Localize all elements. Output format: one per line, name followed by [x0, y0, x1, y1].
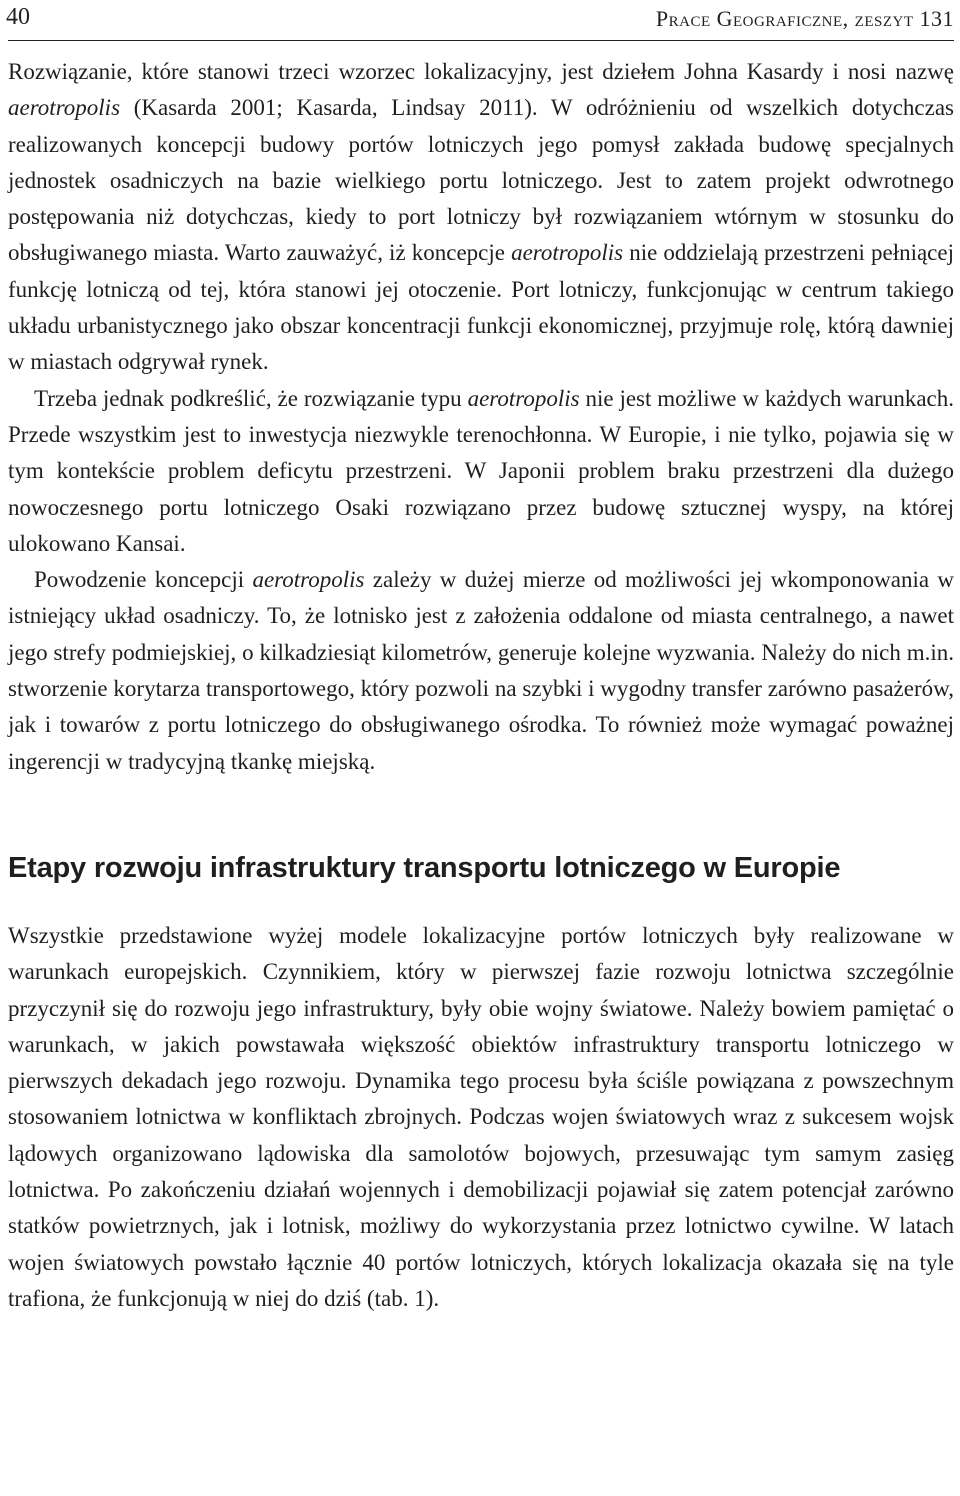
page: [8, 0, 954, 1496]
journal-title: Prace Geograficzne, zeszyt 131: [655, 6, 954, 31]
paragraph-space-deficit: [8, 381, 954, 562]
text-run: Trzeba jednak podkreślić, że rozwiązanie typu: [34, 385, 468, 411]
term-aerotropolis: aerotropolis: [252, 567, 365, 593]
term-aerotropolis: aerotropolis: [511, 240, 624, 266]
text-run: (Kasarda 2001; Kasarda, Lindsay 2011). W odróżnieniu od wszelkich dotychczas realizowanych koncepcji budowy portów lotniczych jego pomysł zakłada budowę specjalnych jednostek osadniczych na bazie wielkiego portu lotniczego. Jest to zatem projekt odwrotnego postępowania niż dotychczas, kiedy to port lotniczy był rozwiązaniem wtórnym w stosunku do obsługiwanego miasta. Warto zauważyć, iż koncepcje: [8, 95, 954, 266]
page-number: 40: [6, 4, 30, 30]
paragraph-aerotropolis-intro: [8, 54, 954, 381]
text-run: nie jest możliwe w każdych warunkach. Przede wszystkim jest to inwestycja niezwykle terenochłonna. W Europie, i nie tylko, pojawia się w tym kontekście problem deficytu przestrzeni. W Japonii problem braku przestrzeni dla dużego nowoczesnego portu lotniczego Osaki rozwiązano przez budowę sztucznej wyspy, na której ulokowano Kansai.: [8, 385, 954, 556]
running-head: [8, 0, 954, 41]
term-aerotropolis: aerotropolis: [467, 385, 580, 411]
paragraph-integration: [8, 562, 954, 780]
article-body: [8, 54, 954, 1317]
text-run: zależy w dużej mierze od możliwości jej wkomponowania w istniejący układ osadniczy. To, że lotnisko jest z założenia oddalone od miasta centralnego, a nawet jego strefy podmiejskiej, o kilkadziesiąt kilometrów, generuje kolejne wyzwania. Należy do nich m.in. stworzenie korytarza transportowego, który pozwoli na szybki i wygodny transfer zarówno pasażerów, jak i towarów z portu lotniczego do obsługiwanego ośrodka. To również może wymagać poważnej ingerencji w tradycyjną tkankę miejską.: [8, 567, 954, 774]
paragraph-europe-history: Wszystkie przedstawione wyżej modele lokalizacyjne portów lotniczych były realizowane w warunkach europejskich. Czynnikiem, który w pierwszej fazie rozwoju lotnictwa szczególnie przyczynił się do rozwoju jego infrastruktury, były obie wojny światowe. Należy bowiem pamiętać o warunkach, w jakich powstawała większość obiektów infrastruktury transportu lotniczego w pierwszych dekadach jego rozwoju. Dynamika tego procesu była ściśle powiązana z powszechnym stosowaniem lotnictwa w konfliktach zbrojnych. Podczas wojen światowych wraz z sukcesem wojsk lądowych organizowano lądowiska dla samolotów bojowych, przesuwając tym samym zasięg lotnictwa. Po zakończeniu działań wojennych i demobilizacji pojawiał się zatem potencjał zarówno statków powietrznych, jak i lotnisk, możliwy do wykorzystania przez lotnictwo cywilne. W latach wojen światowych powstało łącznie 40 portów lotniczych, których lokalizacja okazała się na tyle trafiona, że funkcjonują w niej do dziś (tab. 1).: [8, 922, 954, 1311]
term-aerotropolis: aerotropolis: [8, 95, 121, 121]
text-run: Powodzenie koncepcji: [34, 567, 253, 593]
text-run: nie oddzielają przestrzeni pełniącej funkcję lotniczą od tej, która stanowi jej otoczenie. Port lotniczy, funkcjonując w centrum takiego układu urbanistycznego jako obszar koncentracji funkcji ekonomicznej, przyjmuje rolę, którą dawniej w miastach odgrywał rynek.: [8, 240, 954, 375]
text-run: Rozwiązanie, które stanowi trzeci wzorzec lokalizacyjny, jest dziełem Johna Kasardy i nosi nazwę: [8, 59, 954, 84]
section-heading: Etapy rozwoju infrastruktury transportu lotniczego w Europie: [8, 851, 841, 884]
